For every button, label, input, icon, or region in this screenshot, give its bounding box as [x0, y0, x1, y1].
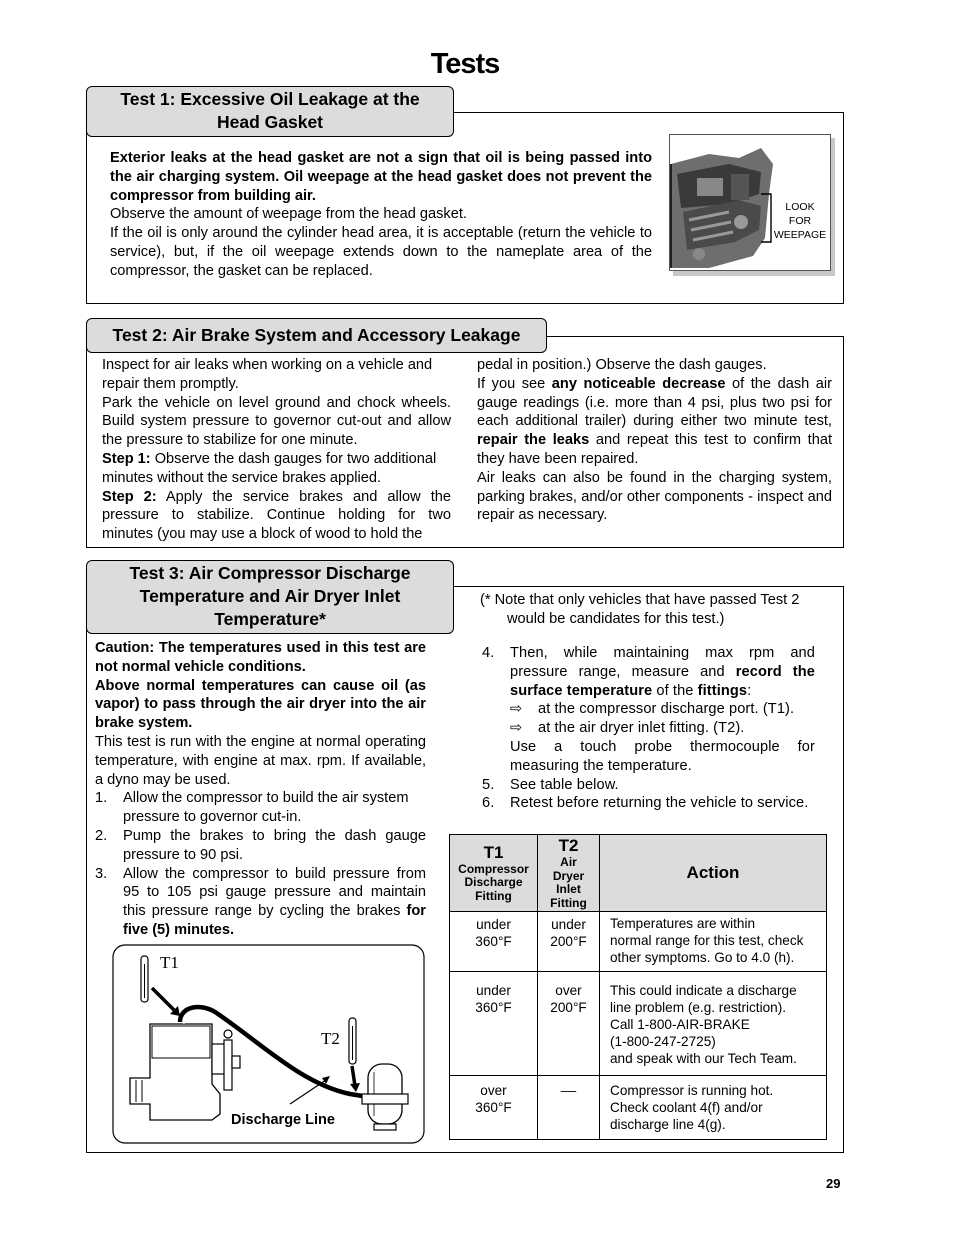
test3-step1 — [95, 789, 426, 827]
test3-step4 — [482, 644, 815, 700]
row2-action-line: This could indicate a discharge — [610, 983, 797, 998]
temperature-diagram — [112, 944, 425, 1144]
test2-col1-p1: Inspect for air leaks when working on a vehicle and repair them promptly. — [102, 357, 433, 392]
test1-para2: If the oil is only around the cylinder head area, it is acceptable (return the vehicle to service), but, if the oil weepage extends down to the nameplate area of the compressor, the gasket can be replaced. — [110, 225, 652, 279]
test1-para1: Observe the amount of weepage from the head gasket. — [110, 206, 467, 223]
test3-right-steps — [482, 644, 815, 813]
step4-sub2 — [482, 719, 815, 738]
step3-text — [123, 865, 426, 940]
test2-col2-p2-b: any noticeable decrease — [551, 375, 726, 392]
step1-text: Allow the compressor to build the air system pressure to governor cut-in. — [123, 790, 409, 826]
row1-action-line: normal range for this test, check — [610, 933, 804, 948]
step4-text-a: Then, while maintaining max rpm and pressure range, measure and — [510, 645, 815, 680]
step5-text: See table below. — [510, 776, 619, 793]
row2-action-line: line problem (e.g. restriction). — [610, 1000, 787, 1015]
table-row — [450, 1076, 827, 1140]
test2-step1-label: Step 1: — [102, 450, 151, 467]
step1-num: 1. — [95, 790, 108, 807]
test3-step6 — [482, 794, 815, 813]
test2-col2 — [477, 356, 832, 525]
step6-text: Retest before returning the vehicle to service. — [510, 795, 809, 812]
step4-sub1-text: at the compressor discharge port. (T1). — [538, 701, 795, 718]
test1-bold-intro: Exterior leaks at the head gasket are not a sign that oil is being passed into the air charging system. Oil weepage at the head gasket does not prevent the compressor from building air. — [110, 150, 652, 204]
test2-col1 — [102, 356, 451, 544]
test3-note-text: (* Note that only vehicles that have passed Test 2 would be candidates for this test.) — [480, 592, 800, 627]
step4-text-b: record the surface temperature — [510, 663, 815, 699]
step4-text — [510, 644, 815, 700]
step4-num: 4. — [482, 645, 495, 661]
test2-col2-p2 — [477, 375, 832, 469]
row3-t1-b: 360°F — [475, 1100, 512, 1115]
row3-action-line: discharge line 4(g). — [610, 1117, 726, 1132]
row1-action-line: other symptoms. Go to 4.0 (h). — [610, 950, 795, 965]
row3-action-line: Check coolant 4(f) and/or — [610, 1100, 763, 1115]
t1-sub: Compressor Discharge Fitting — [458, 861, 529, 903]
test3-heading-line2: Temperature and Air Dryer Inlet — [139, 586, 401, 606]
test2-step2-label: Step 2: — [102, 488, 157, 505]
test3-step3 — [95, 865, 426, 940]
table-row — [450, 972, 827, 1076]
test1-heading-line1: Test 1: Excessive Oil Leakage at the — [120, 89, 420, 109]
t2-column-header — [538, 835, 600, 912]
row2-t1 — [450, 972, 538, 1076]
test2-heading-text: Test 2: Air Brake System and Accessory Leakage — [112, 325, 521, 345]
row2-t2 — [538, 972, 600, 1076]
test2-step2 — [102, 488, 451, 544]
test2-col2-p2-d: repair the leaks — [477, 432, 590, 449]
row2-t1-b: 360°F — [475, 1000, 512, 1015]
arrow-right-icon: ⇨ — [510, 701, 523, 718]
row2-t1-a: under — [476, 983, 511, 998]
row2-action-line: and speak with our Tech Team. — [610, 1051, 797, 1066]
test2-heading — [86, 318, 547, 353]
action-head: Action — [686, 863, 740, 882]
t2-label: T2 — [321, 1029, 340, 1048]
step4-text-e: : — [747, 682, 752, 699]
step3-text-a: Allow the compressor to build pressure from 95 to 105 psi gauge pressure and maintain this pressure range by cycling the brakes — [123, 865, 426, 920]
t2-sub: Air Dryer Inlet Fitting — [550, 855, 587, 910]
table-row — [450, 912, 827, 972]
test1-heading-line2: Head Gasket — [216, 112, 324, 132]
row3-t2 — [538, 1076, 600, 1140]
test2-col2-p1: pedal in position.) Observe the dash gauges. — [477, 357, 767, 373]
page-number: 29 — [826, 1176, 841, 1191]
page-title: Tests — [430, 48, 500, 80]
step4-sub1 — [482, 700, 815, 719]
t1-code: T1 — [483, 842, 504, 862]
test3-step5 — [482, 776, 815, 795]
test3-left-col — [95, 639, 426, 940]
test2-col2-p2-a: If you see — [477, 375, 552, 392]
row2-action-line: Call 1-800-AIR-BRAKE — [610, 1017, 750, 1032]
row3-t1 — [450, 1076, 538, 1140]
t2-code: T2 — [558, 836, 579, 855]
look-for-weepage-label — [769, 200, 831, 242]
row2-action — [600, 972, 827, 1076]
row3-action — [600, 1076, 827, 1140]
test2-step1-text: Observe the dash gauges for two additional minutes without the service brakes applied. — [102, 450, 437, 486]
test2-col2-p2-c: of the dash air gauge readings (i.e. more than 4 psi, plus two psi for each additional trailer) during either two minute test, — [477, 375, 832, 430]
row2-t2-a: over — [555, 983, 582, 998]
row1-t2 — [538, 912, 600, 972]
test2-step1 — [102, 450, 451, 488]
row3-action-line: Compressor is running hot. — [610, 1083, 774, 1098]
temperature-action-table — [449, 834, 827, 1140]
test3-intro: This test is run with the engine at normal operating temperature, with engine at max. rpm. If available, a dyno may be used. — [95, 733, 426, 788]
test2-col2-p3: Air leaks can also be found in the charging system, parking brakes, and/or other components - inspect and repair as necessary. — [477, 469, 832, 524]
step4-sub2-text: at the air dryer inlet fitting. (T2). — [538, 720, 745, 737]
test3-caution1: Caution: The temperatures used in this test are not normal vehicle conditions. — [95, 640, 426, 675]
test2-col1-p2: Park the vehicle on level ground and chock wheels. Build system pressure to governor cut-out and allow the pressure to stabilize for one minute. — [102, 394, 451, 449]
test3-heading — [86, 560, 454, 634]
row1-action — [600, 912, 827, 972]
step6-num: 6. — [482, 795, 495, 812]
photo-label-line3: WEEPAGE — [773, 229, 827, 241]
t1-label: T1 — [160, 953, 179, 972]
step2-num: 2. — [95, 827, 108, 844]
test3-caution2: Above normal temperatures can cause oil (as vapor) to pass through the air dryer into the air brake system. — [95, 677, 426, 732]
test2-step2-text: Apply the service brakes and allow the pressure to stabilize. Continue holding for two minutes (you may use a block of wood to hold the — [102, 488, 452, 543]
test3-heading-line3: Temperature* — [214, 609, 326, 629]
arrow-right-icon: ⇨ — [510, 720, 523, 737]
row1-t1-b: 360°F — [475, 934, 512, 949]
row2-action-line: (1-800-247-2725) — [610, 1034, 716, 1049]
row1-t1-a: under — [476, 917, 511, 932]
row1-t2-b: 200°F — [550, 934, 587, 949]
step4-text-c: of the — [652, 682, 698, 699]
step3-text-b: for five (5) minutes. — [123, 903, 426, 938]
test2-col2-p2-e: and repeat this test to confirm that they have been repaired. — [477, 432, 832, 467]
test3-step2 — [95, 827, 426, 865]
test1-text — [110, 149, 652, 281]
test3-heading-line1: Test 3: Air Compressor Discharge — [129, 563, 411, 583]
action-column-header — [600, 835, 827, 912]
row1-t2-a: under — [551, 917, 586, 932]
compressor-photo — [669, 134, 835, 276]
t1-column-header — [450, 835, 538, 912]
test3-note — [480, 591, 832, 629]
test1-heading — [86, 86, 454, 137]
photo-label-line1: LOOK — [785, 201, 815, 213]
step4-text-d: fittings — [697, 682, 748, 699]
row2-t2-b: 200°F — [550, 1000, 587, 1015]
photo-label-line2: FOR — [788, 215, 812, 227]
discharge-line-label: Discharge Line — [231, 1112, 335, 1128]
row3-t1-a: over — [480, 1083, 507, 1098]
step2-text: Pump the brakes to bring the dash gauge pressure to 90 psi. — [123, 827, 426, 863]
step4-tail: Use a touch probe thermocouple for measuring the temperature. — [510, 738, 815, 774]
row1-t1 — [450, 912, 538, 972]
row1-action-line: Temperatures are within — [610, 916, 756, 931]
row3-t2-a: __ — [560, 1077, 577, 1092]
step5-num: 5. — [482, 776, 495, 793]
table-header-row — [450, 835, 827, 912]
step3-num: 3. — [95, 865, 108, 882]
